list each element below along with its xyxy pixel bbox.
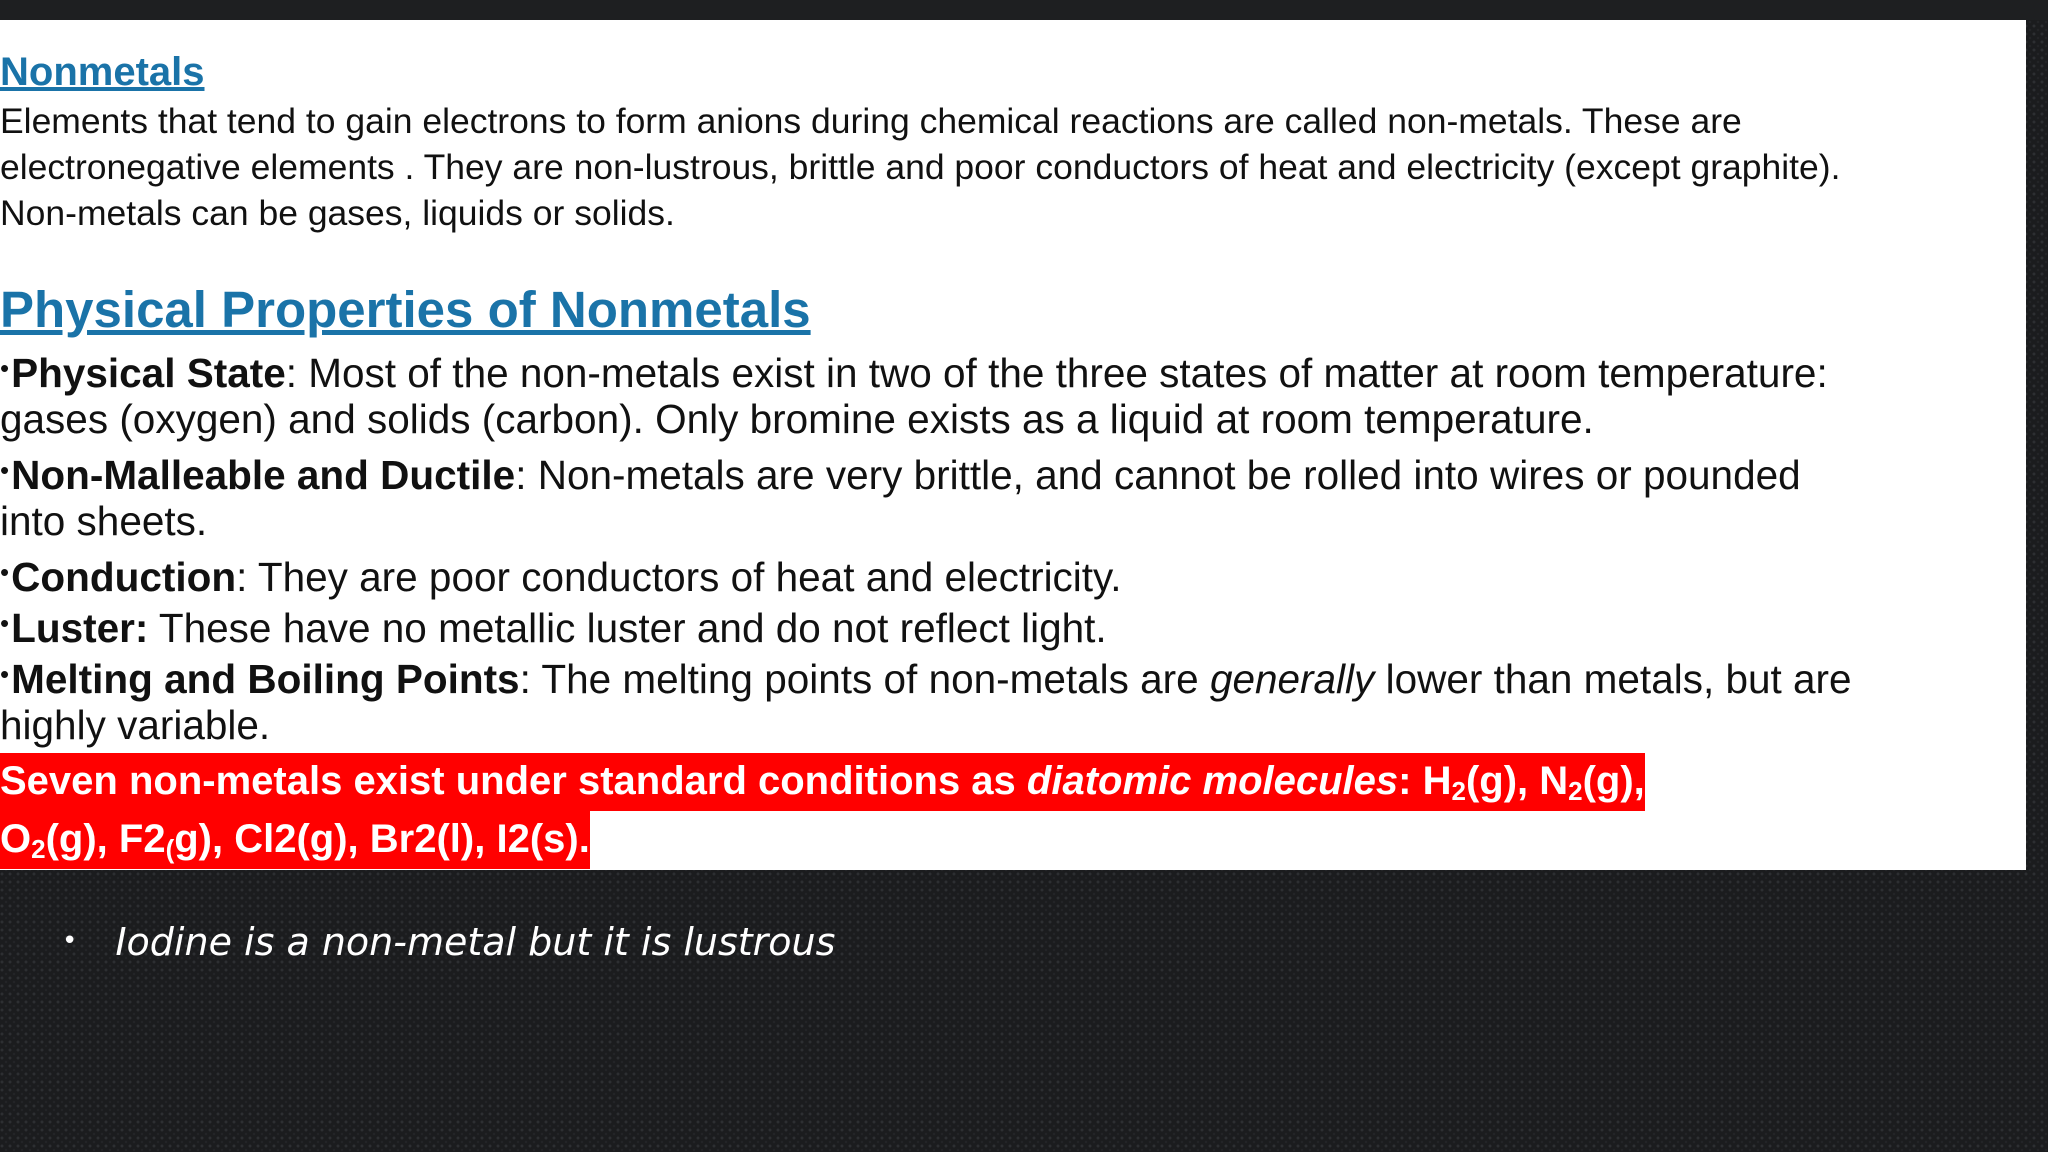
bullet-icon: • [0, 659, 10, 689]
diatomic-highlight-line-1 [0, 751, 2024, 809]
property-item-conduction [0, 547, 2024, 598]
bullet-icon: • [62, 926, 78, 956]
highlight-text: (g), N [1465, 759, 1569, 803]
highlight-text: (g), F2 [45, 817, 166, 861]
highlight-text: : H [1398, 759, 1452, 803]
physical-properties-heading: Physical Properties of Nonmetals [0, 281, 811, 338]
property-item-physical-state [0, 343, 2024, 394]
property-text: Most of the non-metals exist in two of the three states of matter at room temperature: [297, 350, 1828, 396]
property-text: They are poor conductors of heat and electricity. [247, 554, 1122, 600]
intro-line: electronegative elements . They are non-lustrous, brittle and poor conductors of heat and electricity (except graphite). [0, 147, 1841, 187]
subscript: 2 [1568, 776, 1583, 806]
property-item-non-malleable [0, 445, 2024, 496]
property-separator: : [285, 350, 298, 396]
property-text: These have no metallic luster and do not reflect light. [148, 605, 1107, 651]
property-text: The melting points of non-metals are [530, 656, 1210, 702]
property-emphasis: generally [1209, 656, 1375, 702]
top-dark-band [0, 0, 2048, 20]
highlight-text: Seven non-metals exist under standard conditions as [0, 759, 1027, 803]
nonmetals-heading: Nonmetals [0, 50, 205, 94]
highlight-text: g), Cl2(g), Br2(l), I2(s). [174, 817, 590, 861]
bullet-icon: • [0, 608, 10, 638]
property-term: Luster: [11, 605, 149, 651]
property-separator: : [515, 452, 527, 498]
highlight-text: O [0, 817, 32, 861]
diatomic-highlight-line-2 [0, 809, 2024, 867]
diatomic-highlight [0, 753, 1645, 811]
intro-paragraph [0, 98, 2024, 236]
iodine-note [62, 920, 835, 964]
property-term: Conduction [11, 554, 237, 600]
bullet-icon: • [0, 557, 10, 587]
properties-list [0, 343, 2024, 867]
subscript: 2 [1451, 776, 1466, 806]
subscript: 2 [31, 834, 46, 864]
property-item-melting-boiling [0, 649, 2024, 700]
bullet-icon: • [0, 353, 10, 383]
property-term: Non-Malleable and Ductile [11, 452, 516, 498]
property-text: Non-metals are very brittle, and cannot be rolled into wires or pounded [526, 452, 1801, 498]
property-separator: : [519, 656, 531, 702]
property-text-continued: gases (oxygen) and solids (carbon). Only bromine exists as a liquid at room temperature. [0, 396, 1594, 442]
property-term: Melting and Boiling Points [11, 656, 520, 702]
property-text-continued: highly variable. [0, 702, 271, 748]
highlight-text: (g), [1582, 759, 1645, 803]
property-text-continued: into sheets. [0, 498, 208, 544]
property-term: Physical State [11, 350, 286, 396]
intro-line: Elements that tend to gain electrons to form anions during chemical reactions are called non-metals. These are [0, 101, 1742, 141]
intro-line: Non-metals can be gases, liquids or solids. [0, 193, 675, 233]
property-item-luster [0, 598, 2024, 649]
property-text: lower than metals, but are [1374, 656, 1852, 702]
bullet-icon: • [0, 455, 10, 485]
diatomic-highlight [0, 811, 590, 869]
iodine-note-text: Iodine is a non-metal but it is lustrous [115, 920, 836, 964]
subscript: ( [165, 834, 175, 864]
slide-content [0, 20, 2026, 870]
property-separator: : [236, 554, 248, 600]
highlight-emphasis: diatomic molecules [1026, 759, 1399, 803]
